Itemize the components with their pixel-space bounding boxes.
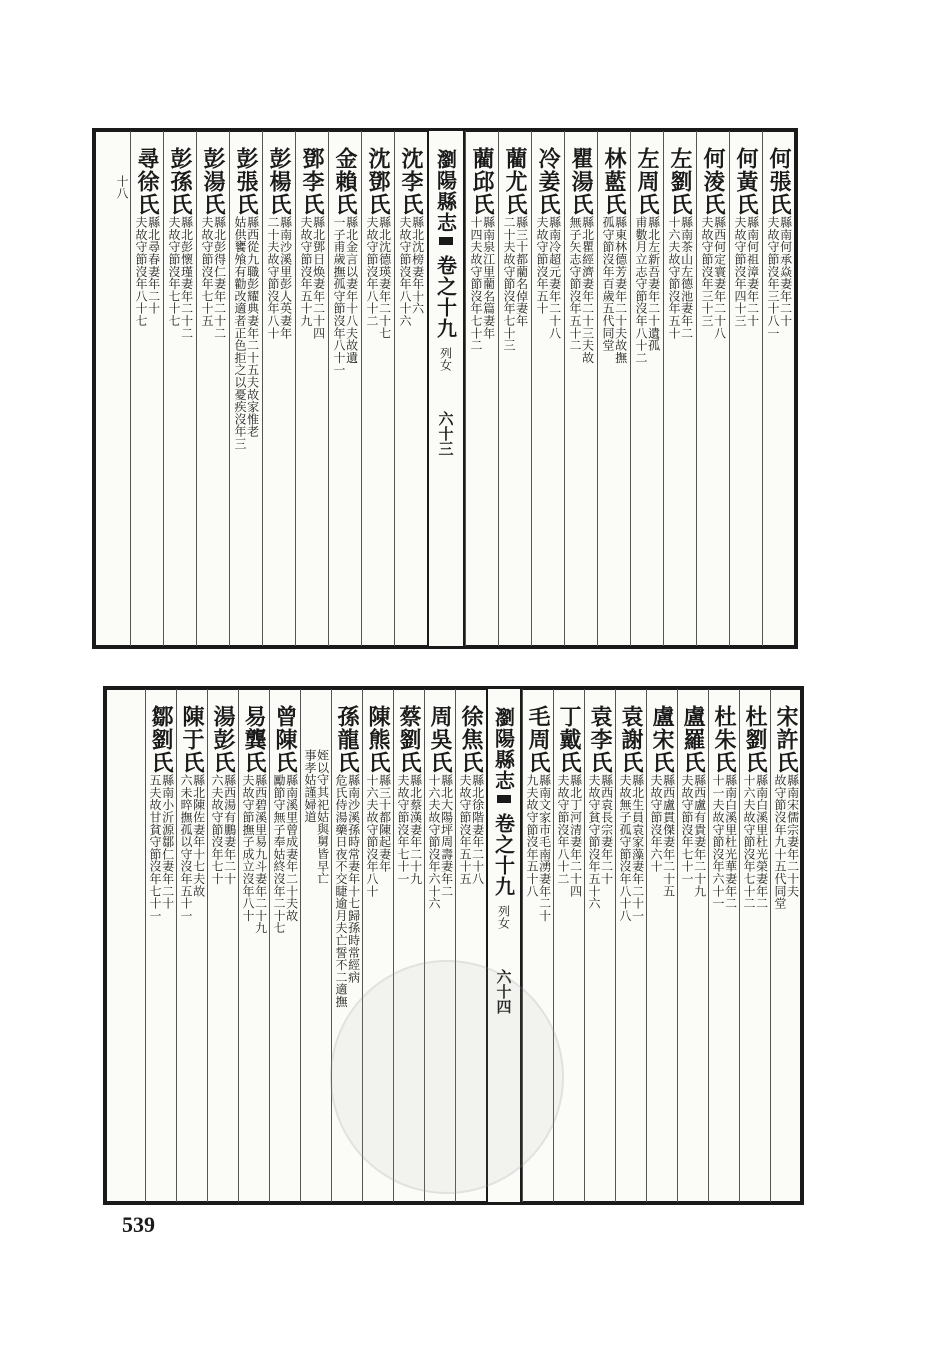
entry-line: 十六夫故守節沒年八十 (365, 774, 379, 897)
list-item (196, 131, 229, 646)
entry-name: 彭孫氏 (167, 147, 193, 216)
entry-line: 夫故守節沒年八十七 (134, 216, 148, 327)
entry-name: 毛周氏 (525, 705, 551, 774)
entry-name: 何張氏 (766, 147, 792, 216)
entry-name: 彭張氏 (233, 147, 259, 216)
entry-line: 夫故守節撫子成立沒年八十 (241, 774, 255, 922)
entry-text (649, 774, 674, 897)
entry-line: 縣北鄧日焕妻年二十四 (311, 216, 326, 339)
entry-line: 縣北蔡漢妻年二十九 (408, 774, 423, 885)
entry-line: 縣南冷超元妻年二十八 (547, 216, 562, 339)
entry-line: 縣南小沂源鄒仁妻年二十 (160, 774, 175, 910)
entry-text (733, 216, 758, 327)
entry-line: 縣南沙溪里彭人英妻年 (278, 216, 293, 339)
entry-line: 縣三十都藺名倬妻年 (514, 216, 529, 327)
spine-section: 列女 (496, 905, 511, 929)
entry-line: 五夫故甘貧守節沒年七十一 (148, 774, 162, 922)
entry-line: 縣北彭懷瑾妻年二十二 (179, 216, 194, 339)
entry-name: 左周氏 (634, 147, 660, 216)
list-item (615, 689, 646, 1202)
entry-line: 縣西何定寰妻年二十八 (712, 216, 727, 339)
entry-line: 縣南泉江里藺名篇妻年 (481, 216, 496, 339)
entry-text (266, 216, 291, 339)
entry-text (700, 216, 725, 339)
spine-column (486, 689, 522, 1202)
entry-name: 瞿湯氏 (568, 147, 594, 216)
entry-text (303, 749, 328, 884)
entry-name: 盧羅氏 (680, 705, 706, 774)
list-item (328, 131, 361, 646)
entry-text (680, 774, 705, 897)
entry-line: 甫數月立志守節沒年八十二 (634, 216, 648, 364)
entry-line: 二十夫故守節沒年七十三 (502, 216, 516, 352)
entry-line: 縣南何承焱妻年二十 (778, 216, 793, 327)
entry-line: 夫故守節沒年七十七 (167, 216, 181, 327)
entry-line: 夫故守節沒年三十三 (700, 216, 714, 327)
entry-line: 夫故守節沒年五十五 (458, 774, 472, 885)
entry-line: 夫故無子孤守節沒年八十八 (618, 774, 632, 922)
list-item (269, 689, 300, 1202)
entry-name: 袁謝氏 (618, 705, 644, 774)
entry-line: 縣北尋春妻年二十 (146, 216, 161, 315)
entry-text (587, 774, 612, 909)
list-item (207, 689, 238, 1202)
entry-line: 夫故守節沒年六十 (649, 774, 663, 873)
list-item (696, 131, 729, 646)
entry-line: 夫故守節沒年三十八一 (766, 216, 780, 339)
entry-line: 六夫故守節沒年七十 (210, 774, 224, 885)
entry-line: 姪以守其祀姑與舅皆早亡 (315, 749, 330, 885)
entry-line: 縣南宋儒宗妻年二十夫 (785, 774, 800, 897)
list-item (465, 131, 498, 646)
entry-line: 事孝姑謹婦道 (303, 749, 317, 823)
entry-text (148, 774, 173, 922)
list-item (597, 131, 630, 646)
entry-line: 縣北金言以妻年十八夫故遺 (344, 216, 359, 364)
entry-text (427, 774, 452, 909)
entry-line: 縣南茶山左德池妻年二 (679, 216, 694, 339)
list-item (300, 689, 331, 1202)
spine-title: 瀏陽縣志 (491, 707, 516, 791)
entry-text (773, 774, 798, 909)
entry-line: 一子甫歲撫孤守節沒年八十一 (332, 216, 346, 376)
entry-text (502, 216, 527, 351)
entry-text (601, 216, 626, 364)
entry-text (233, 216, 258, 450)
entry-line: 縣北沈德瑛妻年二十七 (377, 216, 392, 339)
spine-column (427, 131, 465, 646)
spine-title: 瀏陽縣志 (433, 149, 458, 233)
continuation-note: 十八 (115, 175, 129, 199)
spine-fishtail-mark (497, 795, 511, 803)
entry-text (568, 216, 593, 364)
top-folio (92, 128, 798, 649)
list-item (176, 689, 207, 1202)
entry-text (766, 216, 791, 339)
entry-text (272, 774, 297, 934)
list-item (584, 689, 615, 1202)
entry-line: 夫故守節沒年七十五 (200, 216, 214, 327)
entry-name: 彭楊氏 (266, 147, 292, 216)
entry-line: 縣北彭得仁妻年二十二 (212, 216, 227, 339)
bottom-folio (103, 686, 804, 1205)
entry-line: 孤守節沒年百歲五代同堂 (601, 216, 615, 352)
list-item (677, 689, 708, 1202)
entry-text (634, 216, 659, 364)
entry-line: 夫故守節沒年四十三 (733, 216, 747, 327)
entry-name: 徐焦氏 (458, 705, 484, 774)
entry-line: 縣北生員袁家藻妻年二十一 (630, 774, 645, 922)
entry-line: 危氏侍湯藥日夜不交睫逾月夫亡誓不二適撫 (334, 774, 348, 1008)
entry-text (167, 216, 192, 339)
entry-name: 陳于氏 (179, 705, 205, 774)
entry-text (667, 216, 692, 339)
entry-line: 十六夫故守節沒年七十二 (742, 774, 756, 910)
list-item (238, 689, 269, 1202)
list-item (762, 131, 795, 646)
list-item (331, 689, 362, 1202)
list-item (455, 689, 486, 1202)
entry-text (299, 216, 324, 339)
entry-line: 縣南沙溪孫時常妻年十七歸孫時常經病 (346, 774, 361, 984)
entry-line: 十一夫故守節沒年六十一 (711, 774, 725, 910)
entry-line: 十六夫故守節沒年五十 (667, 216, 681, 339)
entry-line: 縣南白溪里杜光華妻年二 (723, 774, 738, 910)
entry-name: 鄧李氏 (299, 147, 325, 216)
entry-text (241, 774, 266, 934)
entry-name: 金賴氏 (332, 147, 358, 216)
entry-name: 藺尤氏 (502, 147, 528, 216)
entry-line: 勵節守無子奉姑終沒年二十七 (272, 774, 286, 934)
entry-line: 十六夫故守節沒年六十六 (427, 774, 441, 910)
entry-line: 縣北丁河清妻年二十四 (568, 774, 583, 897)
page-number: 539 (122, 1212, 155, 1237)
entry-line: 縣北陳佐妻年十七夫故 (191, 774, 206, 897)
list-item (393, 689, 424, 1202)
entry-line: 十四夫故守節沒年七十二 (469, 216, 483, 352)
entry-line: 縣南文家市毛南湧妻年二十 (537, 774, 552, 922)
entry-line: 夫故守節沒年八十六 (398, 216, 412, 327)
entry-line: 無子矢志守節沒年五十二 (568, 216, 582, 352)
entry-text (535, 216, 560, 339)
entry-name: 何淩氏 (700, 147, 726, 216)
entry-name: 陳熊氏 (365, 705, 391, 774)
entry-line: 九夫故守節沒年五十八 (525, 774, 539, 897)
entry-line: 夫故守節沒年八十二 (556, 774, 570, 885)
entry-text (618, 774, 643, 922)
entry-line: 縣北沈榜妻年十六 (410, 216, 425, 315)
entry-text (365, 774, 390, 897)
list-item (522, 689, 553, 1202)
list-item (229, 131, 262, 646)
entry-line: 夫故守節沒年五十 (535, 216, 549, 315)
entry-line: 夫故守節沒年五十九 (299, 216, 313, 327)
entry-text (458, 774, 483, 885)
entry-name: 丁戴氏 (556, 705, 582, 774)
list-item (553, 689, 584, 1202)
list-item (362, 689, 393, 1202)
list-item (498, 131, 531, 646)
list-item (708, 689, 739, 1202)
entry-line: 姑供饔飧有勸改適者正色拒之以憂疾沒年三 (233, 216, 247, 450)
entry-name: 袁李氏 (587, 705, 613, 774)
entry-line: 縣三十都陳起妻年 (377, 774, 392, 873)
list-item (145, 689, 176, 1202)
spine-leaf-number: 六十四 (494, 969, 513, 1014)
entry-line: 縣南白溪里杜光榮妻年二 (754, 774, 769, 910)
entry-name: 孫龍氏 (334, 705, 360, 774)
entry-name: 宋許氏 (773, 705, 799, 774)
list-item (394, 131, 427, 646)
list-item (739, 689, 770, 1202)
entry-line: 夫故守貧守節沒年五十六 (587, 774, 601, 910)
entry-text (742, 774, 767, 909)
list-item (262, 131, 295, 646)
entry-text (556, 774, 581, 897)
list-item (163, 131, 196, 646)
entry-line: 縣南何祖漳妻年二十 (745, 216, 760, 327)
entry-line: 夫故守節沒年八十二 (365, 216, 379, 327)
entry-line: 縣西湯有鵬妻年二十 (222, 774, 237, 885)
entry-line: 縣西盧有貴妻年二十九 (692, 774, 707, 897)
spine-section: 列女 (438, 347, 453, 371)
entry-name: 左劉氏 (667, 147, 693, 216)
entry-name: 沈鄧氏 (365, 147, 391, 216)
entry-text (200, 216, 225, 339)
entry-text (179, 774, 204, 922)
entry-name: 藺邱氏 (469, 147, 495, 216)
list-item (130, 131, 163, 646)
entry-text (210, 774, 235, 885)
entry-name: 彭湯氏 (200, 147, 226, 216)
entry-name: 林藍氏 (601, 147, 627, 216)
list-item (531, 131, 564, 646)
entry-name: 尋徐氏 (134, 147, 160, 216)
entry-line: 縣西從九職彭耀典妻年二十五夫故家惟老 (245, 216, 260, 438)
entry-text (398, 216, 423, 327)
entry-line: 夫故守節沒年七十一 (396, 774, 410, 885)
list-item (630, 131, 663, 646)
entry-line: 縣南溪里曾成妻年二十夫故 (284, 774, 299, 922)
entry-name: 沈李氏 (398, 147, 424, 216)
entry-name: 何黃氏 (733, 147, 759, 216)
entry-text (332, 216, 357, 376)
spine-volume: 卷之十九 (433, 255, 458, 339)
entry-text (711, 774, 736, 909)
list-item (295, 131, 328, 646)
entry-name: 盧宋氏 (649, 705, 675, 774)
entry-line: 縣北徐階妻年二十八 (470, 774, 485, 885)
entry-text (396, 774, 421, 885)
entry-text (525, 774, 550, 922)
entry-text (334, 774, 359, 1008)
list-item (729, 131, 762, 646)
entry-line: 縣西袁長宗妻年二十 (599, 774, 614, 885)
entry-line: 縣北大陽坪周壽妻年二 (439, 774, 454, 897)
list-item (424, 689, 455, 1202)
entry-name: 易龔氏 (241, 705, 267, 774)
spine-volume: 卷之十九 (491, 813, 516, 897)
entry-name: 周吳氏 (427, 705, 453, 774)
entry-line: 縣北左新吾妻年二十遺孤 (646, 216, 661, 352)
entry-text (134, 216, 159, 327)
entry-text (365, 216, 390, 339)
entry-line: 縣北瞿經濟妻年二十三夫故 (580, 216, 595, 364)
entry-line: 縣東林德芳妻年二十夫故撫 (613, 216, 628, 364)
entry-name: 杜劉氏 (742, 705, 768, 774)
entry-name: 湯彭氏 (210, 705, 236, 774)
list-item (663, 131, 696, 646)
list-item (564, 131, 597, 646)
entry-line: 故守節沒年九十五代同堂 (773, 774, 787, 910)
entry-name: 曾陳氏 (272, 705, 298, 774)
entry-line: 縣西盧貫傑妻年二十五 (661, 774, 676, 897)
entry-name: 冷姜氏 (535, 147, 561, 216)
entry-name: 杜朱氏 (711, 705, 737, 774)
list-item (770, 689, 801, 1202)
entry-line: 夫故守節沒年七十一 (680, 774, 694, 885)
spine-fishtail-mark (439, 237, 453, 245)
entry-name: 蔡劉氏 (396, 705, 422, 774)
list-item (361, 131, 394, 646)
spine-leaf-number: 六十三 (436, 411, 455, 456)
entry-line: 六未晬撫孤以守沒年五十一 (179, 774, 193, 922)
entry-line: 二十夫故守節沒年八十 (266, 216, 280, 339)
entry-name: 鄒劉氏 (148, 705, 174, 774)
list-item (646, 689, 677, 1202)
entry-line: 縣西碧溪里易九斗妻年二十九 (253, 774, 268, 934)
entry-text (469, 216, 494, 351)
